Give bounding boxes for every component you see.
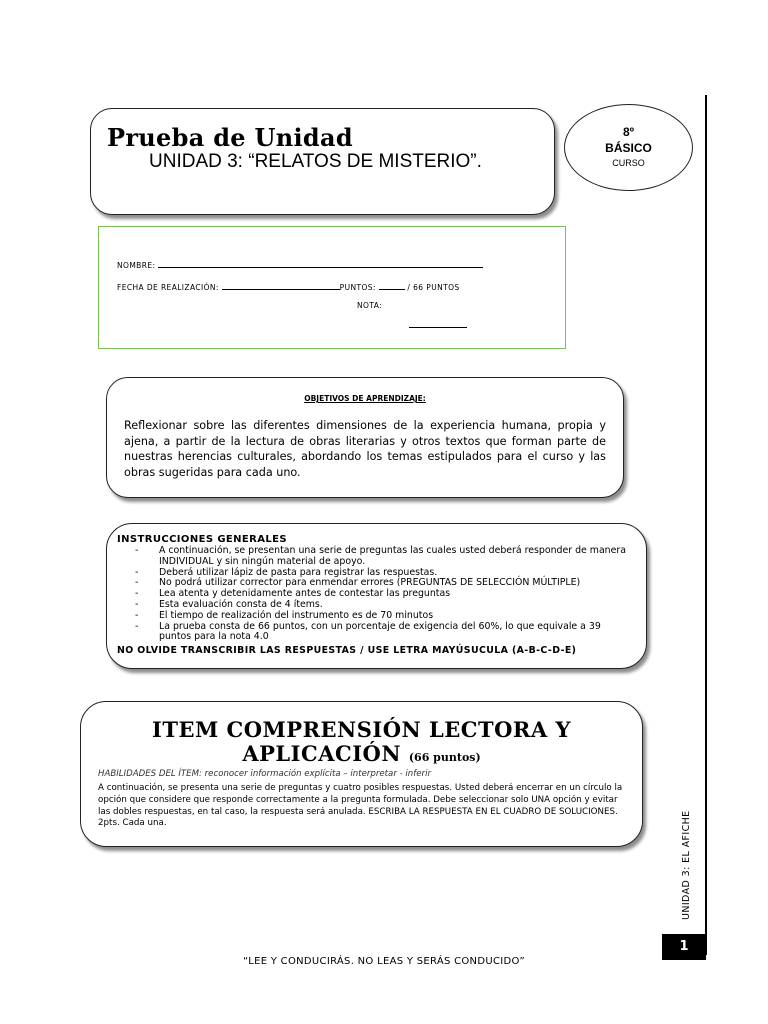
list-item: - La prueba consta de 66 puntos, con un porcentaje de exigencia del 60%, lo que equivale a 39 puntos para la nota 4.0 <box>129 622 630 644</box>
instructions-footer: NO OLVIDE TRANSCRIBIR LAS RESPUESTAS / USE LETRA MAYÚSUCULA (A-B-C-D-E) <box>117 645 577 656</box>
grade-row <box>357 301 382 310</box>
item-skills: HABILIDADES DEL ÍTEM: reconocer información explícita – interpretar - inferir <box>98 769 432 779</box>
footer-quote: “LEE Y CONDUCIRÁS. NO LEAS Y SERÁS CONDUCIDO” <box>243 956 525 967</box>
date-label: FECHA DE REALIZACIÓN: <box>117 283 219 292</box>
points-field[interactable] <box>379 281 405 290</box>
name-row <box>117 259 483 270</box>
objectives-text: Reflexionar sobre las diferentes dimensiones de la experiencia humana, propia y ajena, a partir de la lectura de obras literarias y otros textos que forman parte de nuestras herencias culturales, abordando los temas estipulados para el curso y las obras sugeridas para cada uno. <box>124 419 606 479</box>
points-total: 66 PUNTOS <box>413 283 460 292</box>
item-points: (66 puntos) <box>408 751 481 764</box>
grade-oval <box>564 104 693 191</box>
grade-label: CURSO <box>612 158 645 168</box>
header-box <box>90 108 555 215</box>
objectives-heading: OBJETIVOS DE APRENDIZAJE: <box>304 394 426 403</box>
side-rule <box>705 95 707 955</box>
grade-level: 8º <box>622 125 635 139</box>
item-box <box>80 701 643 847</box>
date-field[interactable] <box>222 281 340 290</box>
page-title: Prueba de Unidad <box>107 123 353 152</box>
page-number: 1 <box>662 934 706 960</box>
list-item: - El tiempo de realización del instrumento es de 70 minutos <box>129 611 630 622</box>
instructions-heading: INSTRUCCIONES GENERALES <box>117 534 288 545</box>
item-title: ITEM COMPRENSIÓN LECTORA Y APLICACIÓN <box>152 717 571 766</box>
list-item: - Deberá utilizar lápiz de pasta para registrar las respuestas. <box>129 568 630 579</box>
grade-field[interactable] <box>409 327 467 328</box>
unit-subtitle: UNIDAD 3: “RELATOS DE MISTERIO”. <box>149 151 482 172</box>
student-info-box <box>98 226 566 349</box>
grade-type: BÁSICO <box>605 141 652 155</box>
list-item: - Lea atenta y detenidamente antes de contestar las preguntas <box>129 589 630 600</box>
name-field[interactable] <box>158 259 483 268</box>
name-label: NOMBRE: <box>117 261 156 270</box>
list-item: - No podrá utilizar corrector para enmendar errores (PREGUNTAS DE SELECCIÓN MÚLTIPLE) <box>129 578 630 589</box>
date-row: FECHA DE REALIZACIÓN: PUNTOS: / 66 PUNTOS <box>117 283 460 292</box>
item-title-block <box>81 718 642 770</box>
instructions-list <box>129 546 630 643</box>
grade-field-label: NOTA: <box>357 301 383 310</box>
instructions-box <box>106 523 647 669</box>
list-item: - A continuación, se presentan una serie de preguntas las cuales usted deberá responder de manera INDIVIDUAL y sin ningún material de apoyo. <box>129 546 630 568</box>
objectives-box <box>106 377 624 498</box>
list-item: - Esta evaluación consta de 4 ítems. <box>129 600 630 611</box>
points-label: PUNTOS: <box>339 283 376 292</box>
item-instructions: A continuación, se presenta una serie de preguntas y cuatro posibles respuestas. Usted deberá encerrar en un círculo la opción que considere que responde correctamente a la pregunta formulada. Debe seleccionar solo UNA opción y evitar las dobles respuestas, en tal caso, la respuesta será anulada. ESCRIBA LA RESPUESTA EN EL CUADRO DE SOLUCIONES. 2pts. Cada una. <box>98 783 623 829</box>
unit-side-tab: UNIDAD 3: EL AFICHE <box>681 810 692 920</box>
